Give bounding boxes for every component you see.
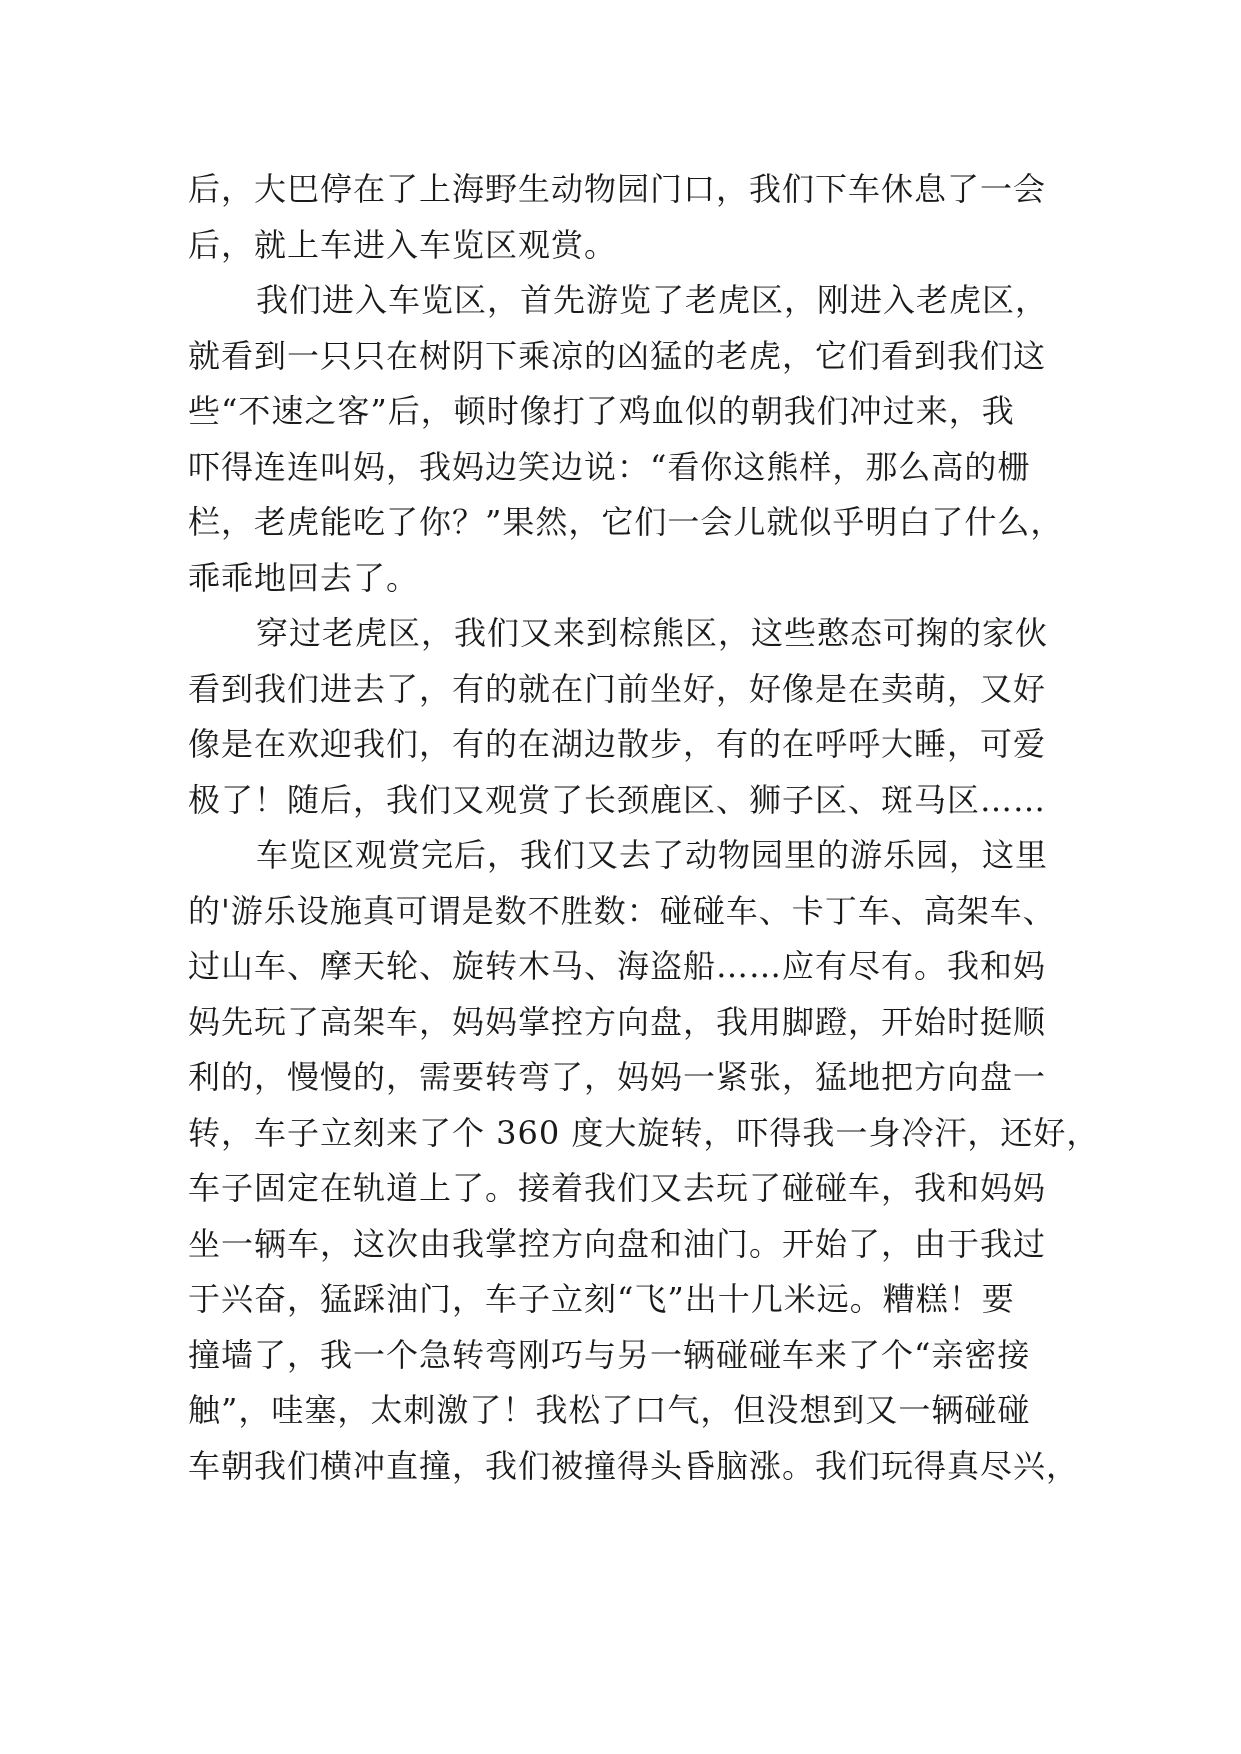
- text-line: 吓得连连叫妈，我妈边笑边说：“看你这熊样，那么高的栅: [188, 447, 1031, 486]
- text-line: 栏，老虎能吃了你？”果然，它们一会儿就似乎明白了什么，: [188, 503, 1064, 541]
- text-line: 触”，哇塞，太刺激了！我松了口气，但没想到又一辆碰碰: [188, 1391, 1031, 1429]
- text-line: 妈先玩了高架车，妈妈掌控方向盘，我用脚蹬，开始时挺顺: [188, 1002, 1047, 1041]
- text-line: 坐一辆车，这次由我掌控方向盘和油门。开始了，由于我过: [188, 1224, 1047, 1263]
- text-line: 就看到一只只在树阴下乘凉的凶猛的老虎，它们看到我们这: [188, 336, 1047, 375]
- body-text: [188, 162, 1100, 1494]
- text-line: 穿过老虎区，我们又来到棕熊区，这些憨态可掬的家伙: [256, 614, 1049, 652]
- text-line: 极了！随后，我们又观赏了长颈鹿区、狮子区、斑马区……: [188, 780, 1047, 819]
- text-line: 些“不速之客”后，顿时像打了鸡血似的朝我们冲过来，我: [188, 392, 1015, 430]
- text-line: 我们进入车览区，首先游览了老虎区，刚进入老虎区，: [256, 281, 1049, 319]
- text-line: 车览区观赏完后，我们又去了动物园里的游乐园，这里: [256, 836, 1049, 874]
- text-line: 的'游乐设施真可谓是数不胜数：碰碰车、卡丁车、高架车、: [188, 891, 1056, 930]
- text-line: 于兴奋，猛踩油门，车子立刻“飞”出十几米远。糟糕！要: [188, 1280, 1015, 1318]
- text-line: 看到我们进去了，有的就在门前坐好，好像是在卖萌，又好: [188, 669, 1047, 708]
- text-line: 像是在欢迎我们，有的在湖边散步，有的在呼呼大睡，可爱: [188, 725, 1047, 763]
- text-line: 车朝我们横冲直撞，我们被撞得头昏脑涨。我们玩得真尽兴，: [188, 1446, 1080, 1485]
- text-line: 车子固定在轨道上了。接着我们又去玩了碰碰车，我和妈妈: [188, 1169, 1047, 1207]
- text-line: 转，车子立刻来了个 360 度大旋转，吓得我一身冷汗，还好，: [188, 1113, 1100, 1152]
- text-line: 过山车、摩天轮、旋转木马、海盗船……应有尽有。我和妈: [188, 947, 1047, 985]
- text-line: 后，就上车进入车览区观赏。: [188, 225, 618, 264]
- text-line: 利的，慢慢的，需要转弯了，妈妈一紧张，猛地把方向盘一: [188, 1058, 1047, 1096]
- text-line: 乖乖地回去了。: [188, 558, 420, 597]
- text-line: 撞墙了，我一个急转弯刚巧与另一辆碰碰车来了个“亲密接: [188, 1335, 1031, 1374]
- text-line: 后，大巴停在了上海野生动物园门口，我们下车休息了一会: [188, 170, 1047, 208]
